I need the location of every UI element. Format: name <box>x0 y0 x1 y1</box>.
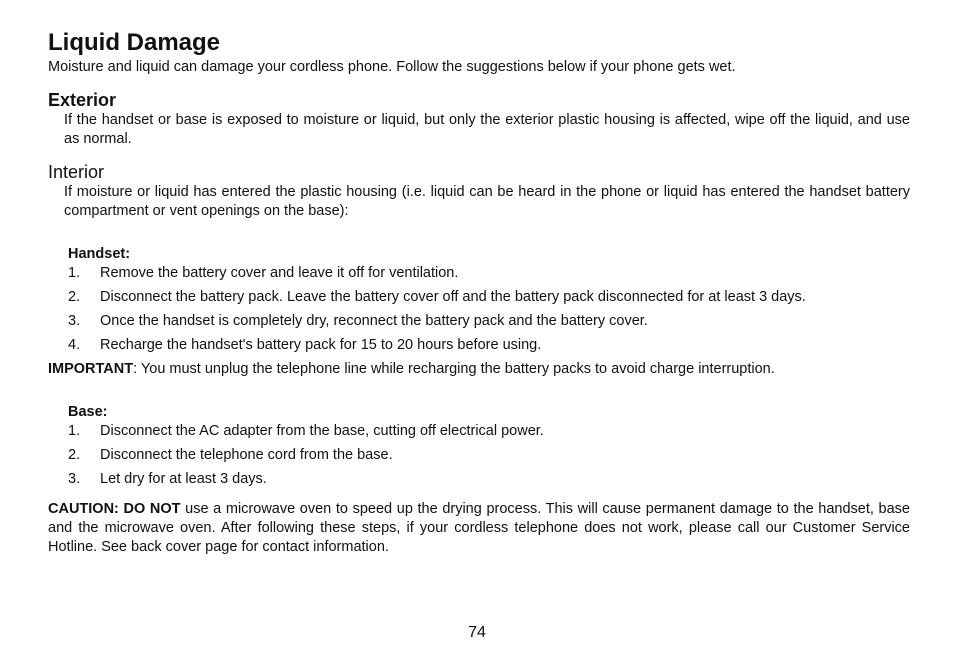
step-text: Let dry for at least 3 days. <box>100 471 267 487</box>
handset-heading: Handset: <box>68 246 131 262</box>
step-text: Disconnect the battery pack. Leave the battery cover off and the battery pack disconnected for at least 3 days. <box>100 289 806 305</box>
manual-page <box>48 28 910 557</box>
step-text: Disconnect the telephone cord from the base. <box>100 447 393 463</box>
handset-steps <box>48 264 910 355</box>
caution-text: use a microwave oven to speed up the drying process. This will cause permanent damage to the handset, base and the microwave oven. After following these steps, if your cordless telephone does not work, please call our Customer Service Hotline. See back cover page for contact information. <box>48 501 910 555</box>
step-number: 1. <box>68 265 81 281</box>
important-text: : You must unplug the telephone line while recharging the battery packs to avoid charge interruption. <box>133 361 775 377</box>
exterior-heading: Exterior <box>48 90 117 110</box>
step-number: 2. <box>68 447 81 463</box>
interior-heading: Interior <box>48 162 105 182</box>
step-number: 2. <box>68 289 81 305</box>
list-item <box>48 470 910 489</box>
step-number: 3. <box>68 313 81 329</box>
base-steps <box>48 422 910 489</box>
step-text: Recharge the handset's battery pack for 15 to 20 hours before using. <box>100 337 542 353</box>
step-number: 1. <box>68 423 81 439</box>
base-heading: Base: <box>68 404 108 420</box>
exterior-text: If the handset or base is exposed to moisture or liquid, but only the exterior plastic housing is affected, wipe off the liquid, and use as normal. <box>64 112 910 147</box>
important-note <box>48 360 910 379</box>
caution-label: CAUTION: DO NOT <box>48 501 181 517</box>
page-title: Liquid Damage <box>48 29 221 56</box>
step-text: Disconnect the AC adapter from the base, cutting off electrical power. <box>100 423 544 439</box>
step-text: Once the handset is completely dry, reconnect the battery pack and the battery cover. <box>100 313 648 329</box>
important-label: IMPORTANT <box>48 361 134 377</box>
interior-text: If moisture or liquid has entered the plastic housing (i.e. liquid can be heard in the phone or liquid has entered the handset battery compartment or vent openings on the base): <box>64 184 910 219</box>
list-item <box>48 312 910 331</box>
step-text: Remove the battery cover and leave it off for ventilation. <box>100 265 459 281</box>
list-item <box>48 422 910 441</box>
list-item <box>48 446 910 465</box>
caution-note <box>48 500 910 557</box>
list-item <box>48 288 910 307</box>
step-number: 3. <box>68 471 81 487</box>
list-item <box>48 264 910 283</box>
intro-text: Moisture and liquid can damage your cordless phone. Follow the suggestions below if your phone gets wet. <box>48 59 736 75</box>
step-number: 4. <box>68 337 81 353</box>
list-item <box>48 336 910 355</box>
page-number: 74 <box>468 624 486 641</box>
